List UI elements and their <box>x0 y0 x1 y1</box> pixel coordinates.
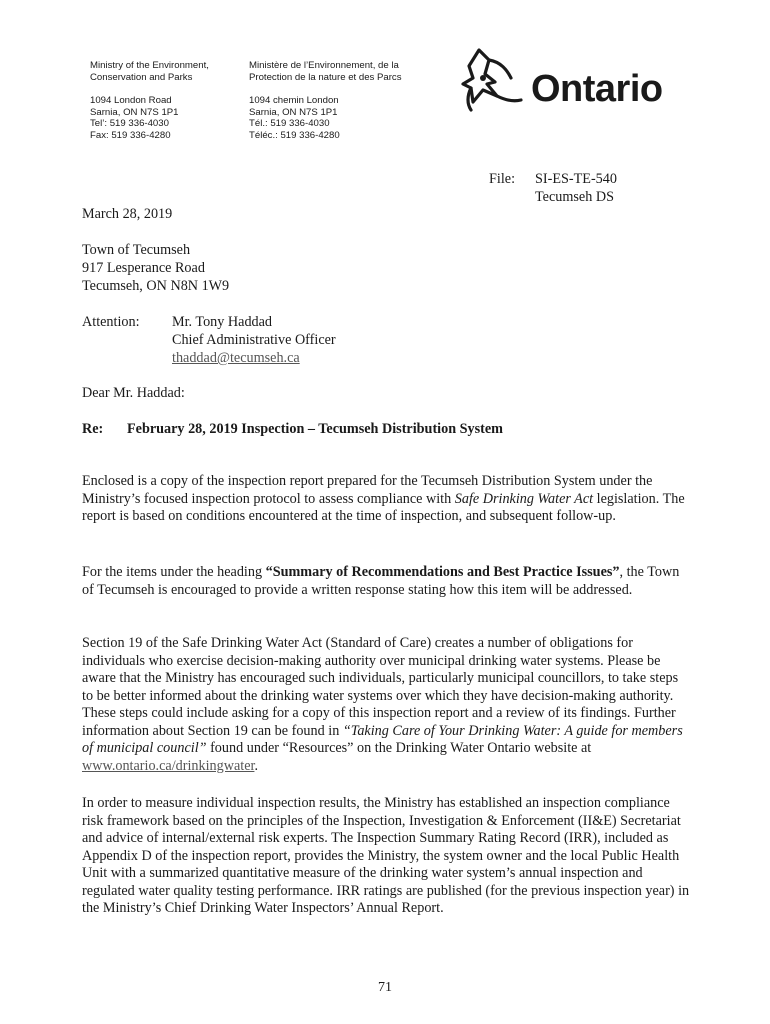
ministry-name-fr-line2: Protection de la nature et des Parcs <box>249 71 402 83</box>
address-line2: Sarnia, ON N7S 1P1 <box>90 106 179 118</box>
re-subject: February 28, 2019 Inspection – Tecumseh Distribution System <box>127 421 503 437</box>
attention-name: Mr. Tony Haddad <box>172 314 273 330</box>
para1-text-a: Enclosed is a copy of the inspection report prepared for the Tecumseh Distribution System under the Ministry’s focused inspection protocol to assess compliance with <box>82 473 653 507</box>
para2-text-a: For the items under the heading <box>82 564 266 580</box>
page-number: 71 <box>378 980 392 995</box>
para1-italic: Safe Drinking Water Act <box>454 490 594 507</box>
telephone-fr: Tél.: 519 336-4030 <box>249 118 330 130</box>
attention-title: Chief Administrative Officer <box>172 332 336 348</box>
address-fr-line1: 1094 chemin London <box>249 95 339 107</box>
attention-label: Attention: <box>82 314 140 330</box>
paragraph-risk-framework: In order to measure individual inspection results, the Ministry has established an inspection compliance risk framework based on the principles of the Inspection, Investigation & Enforcement (II&E) Secretariat and advice of internal/external risk experts. The Inspection Summary Rating Record (IRR), included as Appendix D of the inspection report, provides the Ministry, the system owner and the local Public Health Unit with a summarized quantitative measure of the drinking water system’s annual inspection and regulated water quality testing performance. IRR ratings are published (for the previous inspection year) in the Ministry’s Chief Drinking Water Inspectors’ Annual Report. <box>82 795 690 916</box>
para3-text-c: . <box>254 757 258 774</box>
letter-date: March 28, 2019 <box>82 206 173 222</box>
letterhead-english <box>90 60 209 142</box>
fax: Fax: 519 336-4280 <box>90 129 171 141</box>
file-number: SI-ES-TE-540 <box>535 171 617 187</box>
telephone: Tel’: 519 336-4030 <box>90 118 169 130</box>
paragraph-section-19 <box>82 635 692 775</box>
ontario-wordmark: Ontario <box>531 68 663 110</box>
attention-email-link[interactable]: thaddad@tecumseh.ca <box>172 350 300 366</box>
para1-text-b: legislation. The report is based on conditions encountered at the time of inspection, and subsequent follow-up. <box>82 490 685 524</box>
ministry-name-line1: Ministry of the Environment, <box>90 60 209 71</box>
ministry-name-line2: Conservation and Parks <box>90 71 193 83</box>
fax-fr: Téléc.: 519 336-4280 <box>249 129 340 141</box>
recipient-line1: Town of Tecumseh <box>82 242 191 258</box>
re-label: Re: <box>82 421 104 437</box>
letterhead-french <box>249 60 402 142</box>
salutation: Dear Mr. Haddad: <box>82 385 185 401</box>
paragraph-recommendations <box>82 564 692 599</box>
drinking-water-website-link[interactable]: www.ontario.ca/drinkingwater <box>82 757 255 774</box>
file-label: File: <box>489 171 516 187</box>
recipient-line2: 917 Lesperance Road <box>82 260 205 276</box>
paragraph-enclosed <box>82 473 692 526</box>
ministry-name-fr-line1: Ministère de l’Environnement, de la <box>249 60 399 71</box>
address-line1: 1094 London Road <box>90 95 172 107</box>
file-name: Tecumseh DS <box>535 189 614 205</box>
address-fr-line2: Sarnia, ON N7S 1P1 <box>249 106 338 118</box>
para2-text-b: , the Town of Tecumseh is encouraged to provide a written response stating how this item will be addressed. <box>82 564 680 598</box>
para3-italic: “Taking Care of Your Drinking Water: A guide for members of municipal council” <box>82 722 683 756</box>
para3-text-b: found under “Resources” on the Drinking Water Ontario website at <box>206 740 592 756</box>
para2-bold: “Summary of Recommendations and Best Practice Issues” <box>265 564 620 580</box>
para3-text-a: Section 19 of the Safe Drinking Water Act (Standard of Care) creates a number of obligations for individuals who exercise decision-making authority over municipal drinking water systems. Please be aware that the Ministry has encouraged such individuals, particularly municipal councillors, to take steps to be better informed about the drinking water systems over which they have decision-making authority. These steps could include asking for a copy of this inspection report and a review of its findings. Further information about Section 19 can be found in <box>82 635 679 739</box>
recipient-line3: Tecumseh, ON N8N 1W9 <box>82 278 230 294</box>
